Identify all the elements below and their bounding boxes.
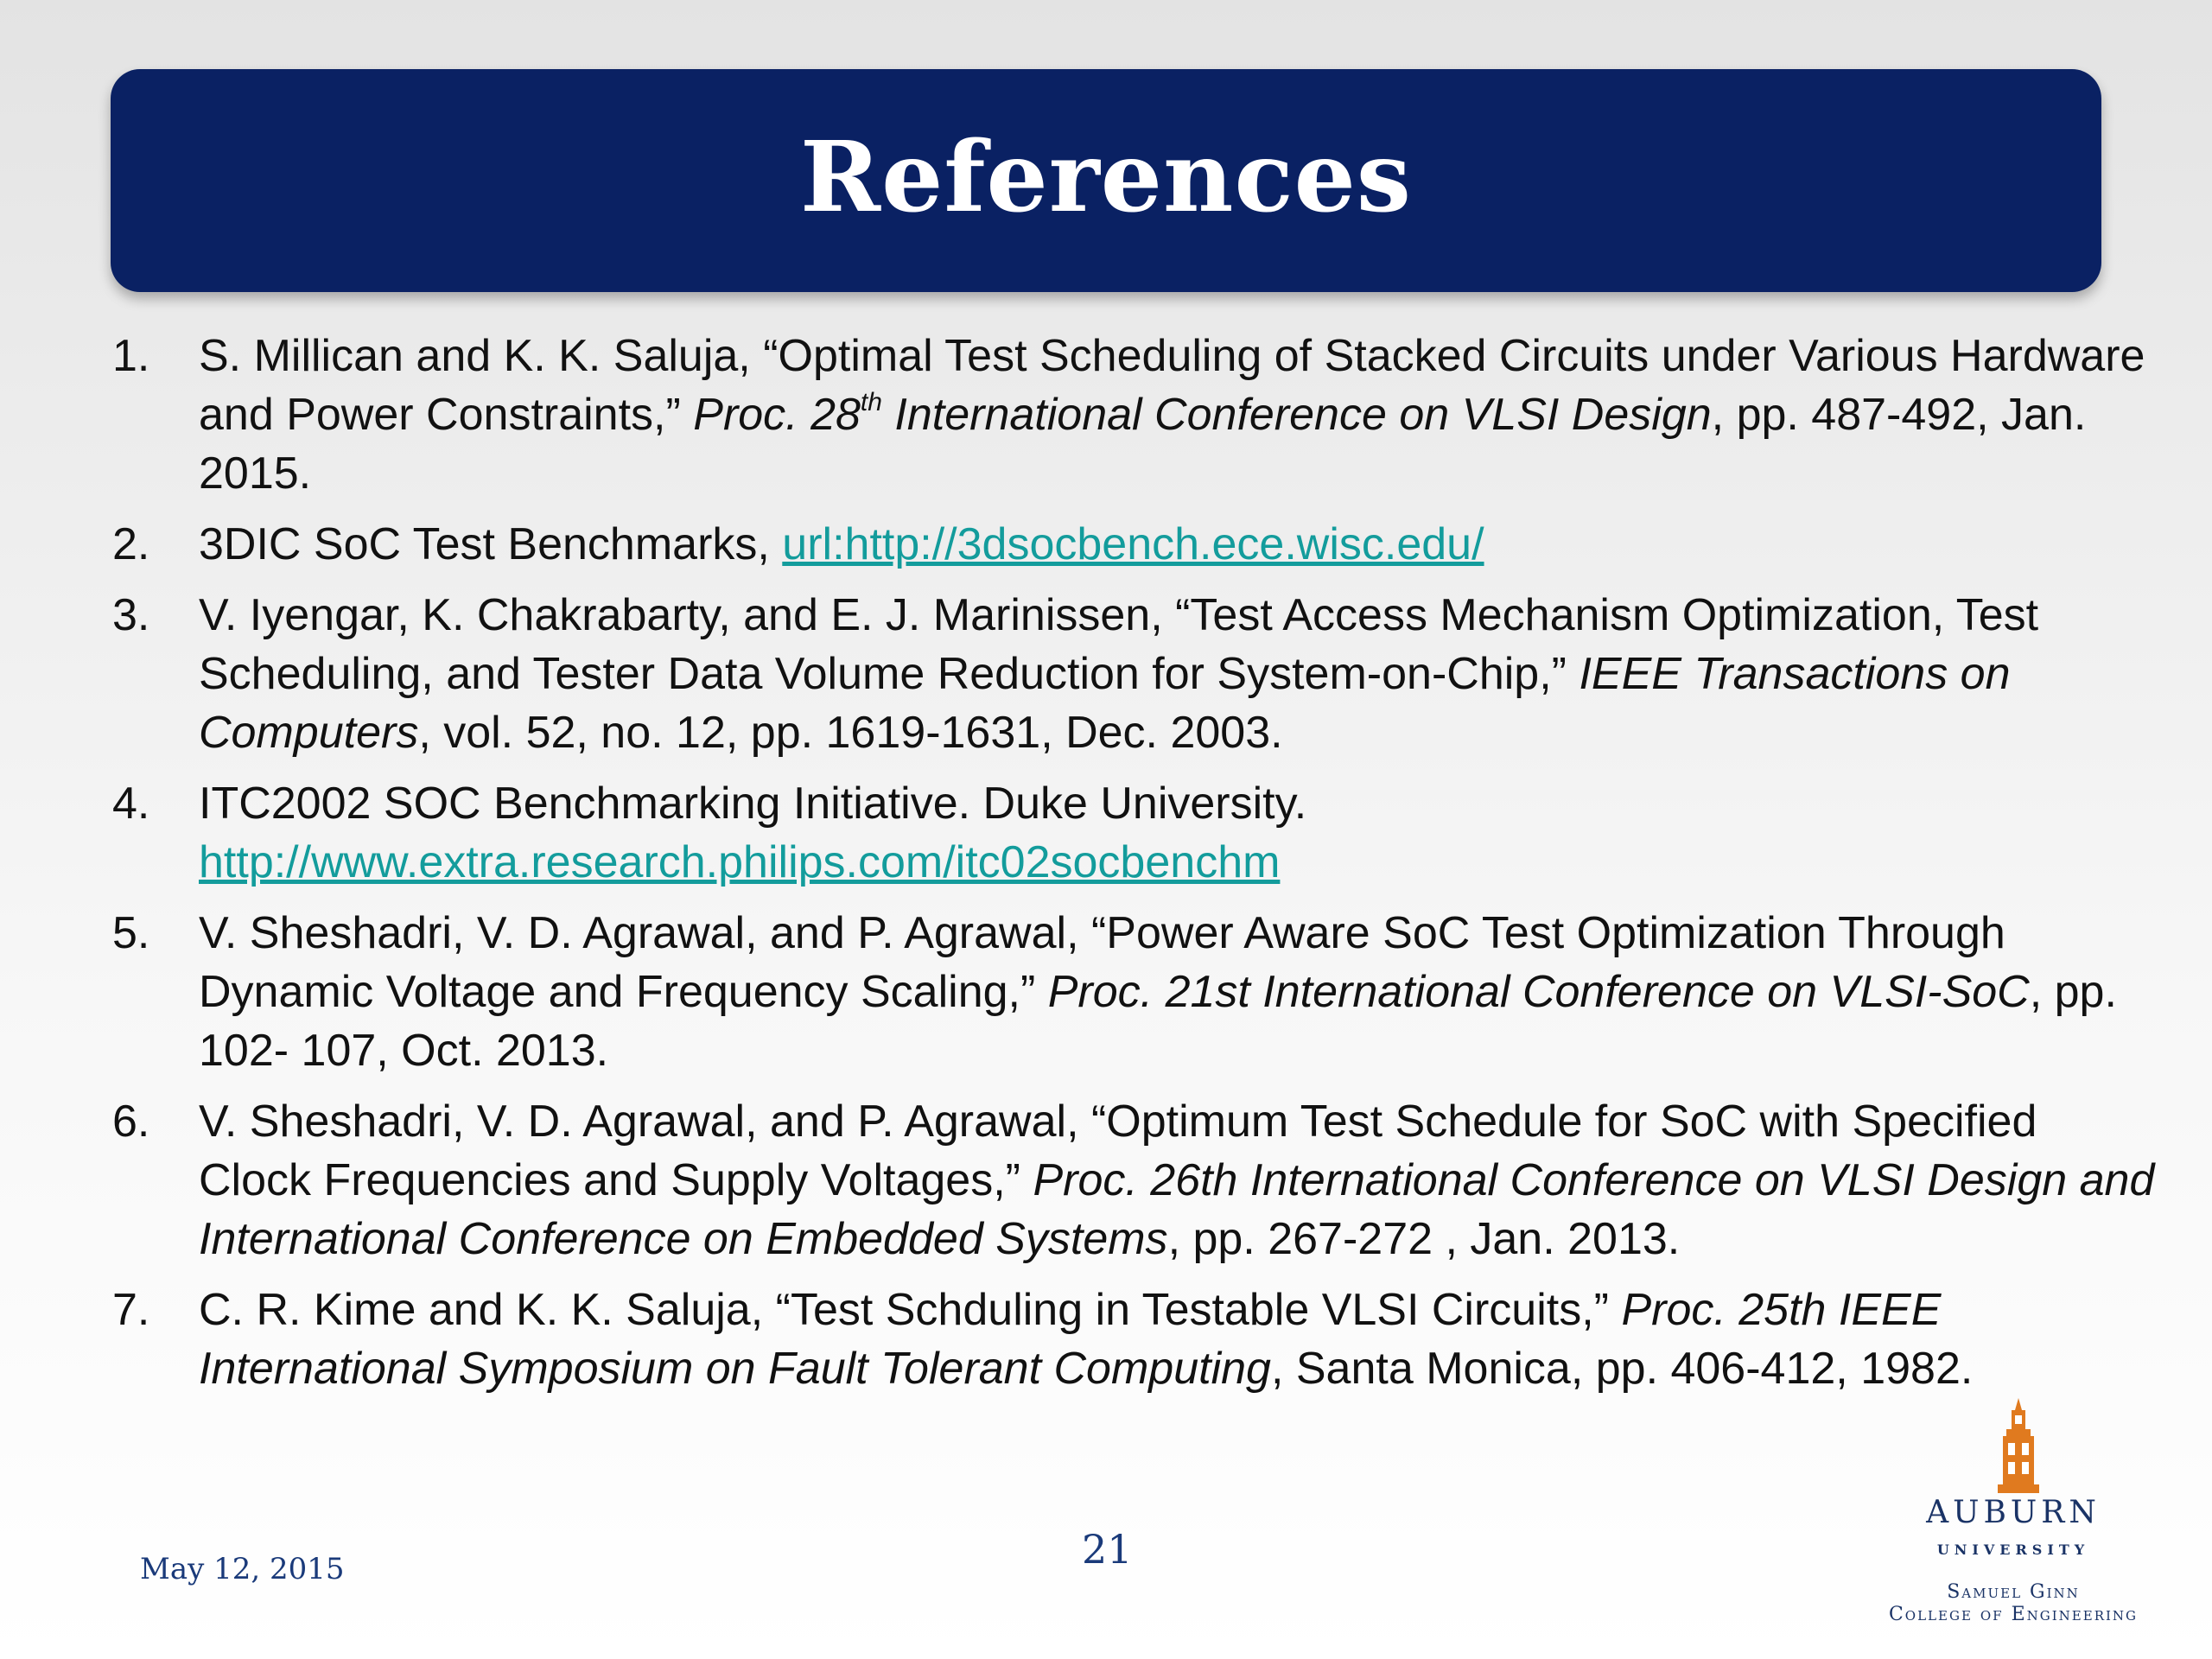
reference-venue: Proc. 26th International Conference on VLSI Design and International Conference on Embedded Systems xyxy=(199,1155,2155,1264)
auburn-logo xyxy=(1858,1398,2169,1640)
reference-number: 2. xyxy=(112,519,150,569)
reference-venue: IEEE Transactions on Computers xyxy=(199,649,2011,758)
reference-item-1 xyxy=(112,327,2160,503)
reference-item-5 xyxy=(112,904,2160,1080)
slide-title: References xyxy=(800,120,1412,234)
reference-item-6 xyxy=(112,1092,2160,1268)
logo-university-label: UNIVERSITY xyxy=(1936,1541,2090,1558)
logo-college-line2: College of Engineering xyxy=(1888,1604,2139,1625)
reference-number: 7. xyxy=(112,1285,150,1335)
reference-text: C. R. Kime and K. K. Saluja, “Test Schduling in Testable VLSI Circuits,” xyxy=(199,1285,1622,1335)
reference-details: , pp. 487-492, Jan. 2015. xyxy=(199,390,2087,499)
reference-number: 3. xyxy=(112,590,150,640)
title-banner xyxy=(111,69,2101,292)
reference-details: , pp. 267-272 , Jan. 2013. xyxy=(1167,1214,1681,1264)
tower-icon xyxy=(1996,1398,2041,1493)
reference-number: 1. xyxy=(112,331,150,381)
logo-university-name: AUBURN xyxy=(1926,1495,2101,1530)
logo-college-line1: Samuel Ginn xyxy=(1947,1581,2080,1603)
reference-item-7 xyxy=(112,1281,2160,1398)
reference-superscript: th xyxy=(860,387,882,416)
reference-text: S. Millican and K. K. Saluja, “Optimal Test Scheduling of Stacked Circuits under Various Hardware and Power Constraints,” xyxy=(199,331,2145,440)
reference-venue: Proc. 28 xyxy=(693,390,861,440)
slide-date: May 12, 2015 xyxy=(140,1552,345,1586)
reference-item-4 xyxy=(112,774,2160,892)
reference-text: V. Sheshadri, V. D. Agrawal, and P. Agrawal, “Power Aware SoC Test Optimization Through Dynamic Voltage and Frequency Scaling,” xyxy=(199,908,2005,1017)
reference-text: 3DIC SoC Test Benchmarks, xyxy=(199,519,783,569)
page-number: 21 xyxy=(1082,1526,1133,1573)
reference-venue-cont: International Conference on VLSI Design xyxy=(881,390,1712,440)
reference-number: 6. xyxy=(112,1096,150,1147)
reference-link[interactable]: url:http://3dsocbench.ece.wisc.edu/ xyxy=(782,519,1484,569)
reference-text: ITC2002 SOC Benchmarking Initiative. Duke University. xyxy=(199,779,1307,829)
reference-number: 4. xyxy=(112,779,150,829)
reference-details: , pp. 102- 107, Oct. 2013. xyxy=(199,967,2117,1076)
reference-list xyxy=(112,327,2160,1410)
reference-venue: Proc. 21st International Conference on VLSI-SoC xyxy=(1047,967,2030,1017)
reference-text: V. Sheshadri, V. D. Agrawal, and P. Agrawal, “Optimum Test Schedule for SoC with Specified Clock Frequencies and Supply Voltages,” xyxy=(199,1096,2037,1205)
reference-item-2 xyxy=(112,515,2160,574)
reference-text: V. Iyengar, K. Chakrabarty, and E. J. Marinissen, “Test Access Mechanism Optimization, Test Scheduling, and Tester Data Volume Reduction for System-on-Chip,” xyxy=(199,590,2039,699)
reference-link[interactable]: http://www.extra.research.philips.com/itc02socbenchm xyxy=(199,837,1281,887)
reference-venue: Proc. 25th IEEE International Symposium on Fault Tolerant Computing xyxy=(199,1285,1942,1394)
reference-number: 5. xyxy=(112,908,150,958)
reference-details: , Santa Monica, pp. 406-412, 1982. xyxy=(1270,1344,1974,1394)
reference-details: , vol. 52, no. 12, pp. 1619-1631, Dec. 2003. xyxy=(418,708,1283,758)
reference-item-3 xyxy=(112,586,2160,762)
